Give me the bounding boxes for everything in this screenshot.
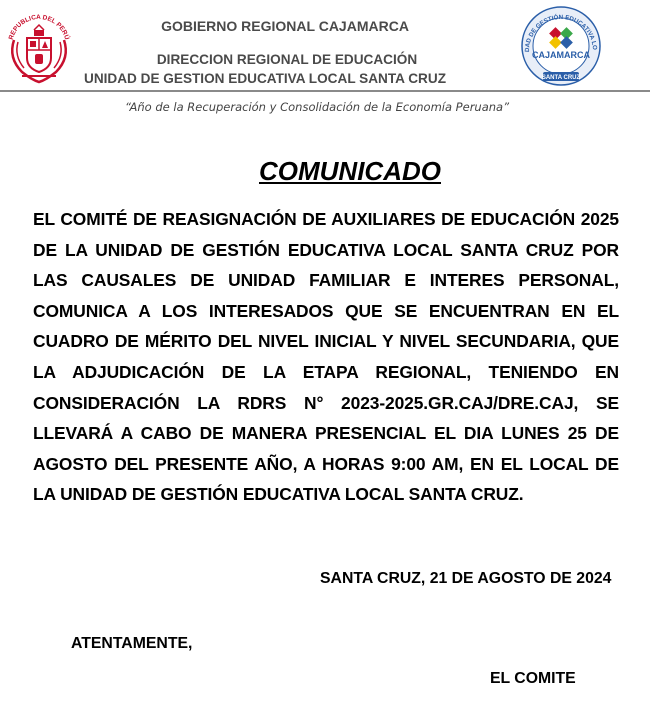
year-slogan: “Año de la Recuperación y Consolidación de la Economía Peruana” xyxy=(124,100,510,114)
svg-text:UNIDAD DE GESTIÓN EDUCATIVA LO: DAD DE GESTIÓN EDUCATIVA LO xyxy=(523,13,599,53)
header-divider xyxy=(0,90,650,92)
header-direction: DIRECCION REGIONAL DE EDUCACIÓN xyxy=(156,52,418,67)
signature-committee: EL COMITE xyxy=(490,670,576,687)
closing-salutation: ATENTAMENTE, xyxy=(71,635,193,652)
header-government: GOBIERNO REGIONAL CAJAMARCA xyxy=(161,18,409,34)
announcement-body: EL COMITÉ DE REASIGNACIÓN DE AUXILIARES DE EDUCACIÓN 2025 DE LA UNIDAD DE GESTIÓN EDUCATIVA LOCAL SANTA CRUZ POR LAS CAUSALES DE UNIDAD FAMILIAR E INTERES PERSONAL, COMUNICA A LOS INTERESADOS QUE SE ENCUENTRAN EN EL CUADRO DE MÉRITO DEL NIVEL INICIAL Y NIVEL SECUNDARIA, QUE LA ADJUDICACIÓN DE LA ETAPA REGIONAL, TENIENDO EN CONSIDERACIÓN LA RDRS N° 2023-2025.GR.CAJ/DRE.CAJ, SE LLEVARÁ A CABO DE MANERA PRESENCIAL EL DIA LUNES 25 DE AGOSTO DEL PRESENTE AÑO, A HORAS 9:00 AM, EN EL LOCAL DE LA UNIDAD DE GESTIÓN EDUCATIVA LOCAL SANTA CRUZ. xyxy=(33,209,619,505)
header-unit: UNIDAD DE GESTION EDUCATIVA LOCAL SANTA CRUZ xyxy=(84,71,446,86)
ugel-logo-icon xyxy=(515,5,607,87)
svg-text:SANTA CRUZ: SANTA CRUZ xyxy=(541,75,581,81)
document-header xyxy=(0,0,650,92)
svg-text:CAJAMARCA: CAJAMARCA xyxy=(532,50,590,60)
date-line: SANTA CRUZ, 21 DE AGOSTO DE 2024 xyxy=(320,570,612,587)
document-title: COMUNICADO xyxy=(259,156,441,186)
svg-text:REPUBLICA DEL PERÚ: REPUBLICA DEL PERÚ xyxy=(7,13,71,41)
